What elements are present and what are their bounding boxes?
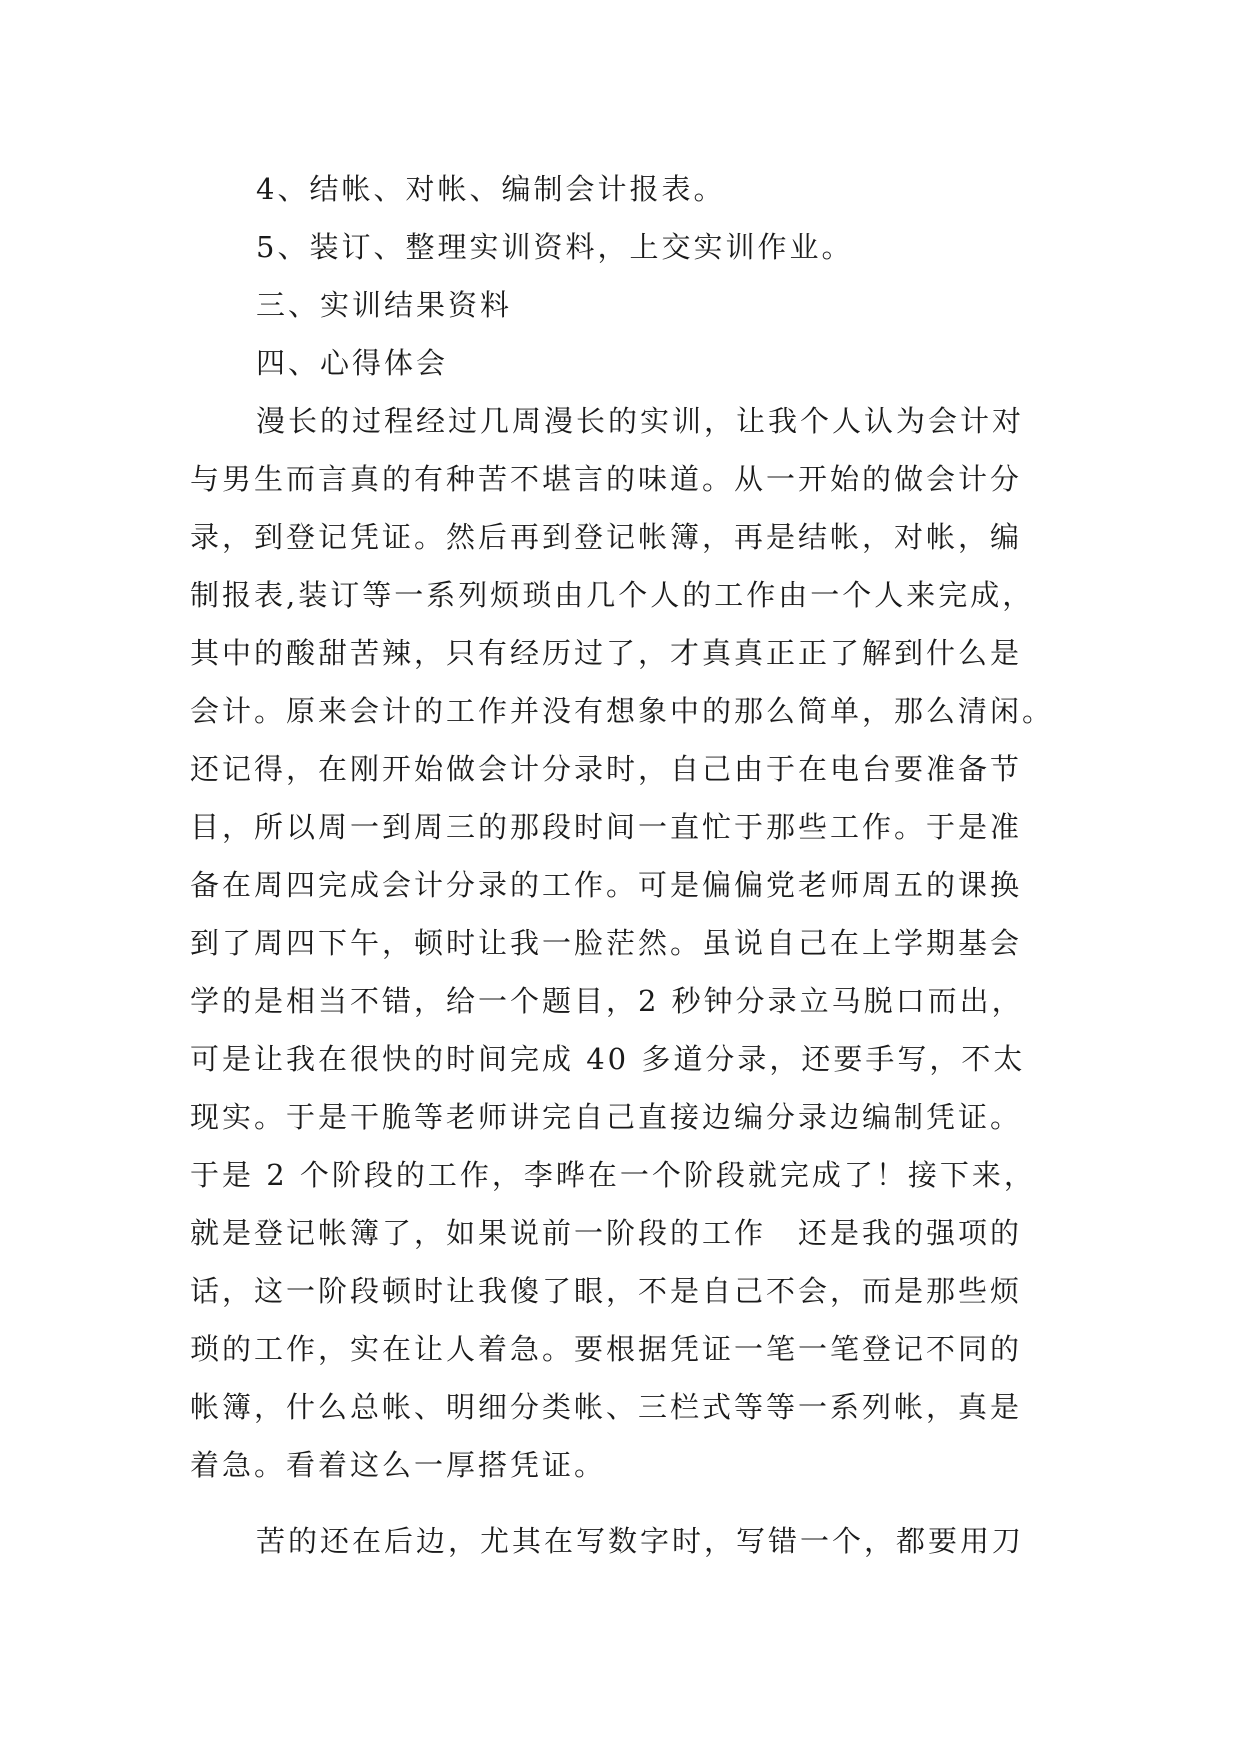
paragraph-line: 于是 2 个阶段的工作，李晔在一个阶段就完成了！接下来，	[190, 1158, 1036, 1192]
paragraph-line: 还记得，在刚开始做会计分录时，自己由于在电台要准备节	[190, 752, 1023, 786]
paragraph-line: 苦的还在后边，尤其在写数字时，写错一个，都要用刀	[256, 1524, 1025, 1558]
paragraph-line: 其中的酸甜苦辣，只有经历过了，才真真正正了解到什么是	[190, 636, 1023, 670]
paragraph-line: 学的是相当不错，给一个题目，2 秒钟分录立马脱口而出，	[190, 984, 1024, 1018]
paragraph-line: 目，所以周一到周三的那段时间一直忙于那些工作。于是准	[190, 810, 1023, 844]
paragraph-line: 琐的工作，实在让人着急。要根据凭证一笔一笔登记不同的	[190, 1332, 1023, 1366]
paragraph	[190, 392, 1055, 1494]
paragraph-line: 制报表,装订等一系列烦琐由几个人的工作由一个人来完成，	[190, 578, 1035, 612]
section-heading: 四、心得体会	[256, 346, 449, 380]
list-item: 4、结帐、对帐、编制会计报表。	[256, 172, 726, 206]
paragraph-line: 着急。看着这么一厚搭凭证。	[190, 1448, 607, 1482]
paragraph-line: 就是登记帐簿了，如果说前一阶段的工作 还是我的强项的	[190, 1216, 1023, 1250]
paragraph-line: 话，这一阶段顿时让我傻了眼，不是自己不会，而是那些烦	[190, 1274, 1023, 1308]
paragraph-spacer	[190, 1494, 1050, 1512]
document-body	[190, 160, 1055, 1570]
paragraph	[190, 1512, 1050, 1570]
paragraph-line: 与男生而言真的有种苦不堪言的味道。从一开始的做会计分	[190, 462, 1023, 496]
paragraph-line: 到了周四下午，顿时让我一脸茫然。虽说自己在上学期基会	[190, 926, 1023, 960]
paragraph-line: 可是让我在很快的时间完成 40 多道分录，还要手写，不太	[190, 1042, 1026, 1076]
paragraph-line: 会计。原来会计的工作并没有想象中的那么简单，那么清闲。	[190, 694, 1055, 728]
list-item: 5、装订、整理实训资料，上交实训作业。	[256, 230, 854, 264]
section-heading: 三、实训结果资料	[256, 288, 513, 322]
paragraph-line: 备在周四完成会计分录的工作。可是偏偏党老师周五的课换	[190, 868, 1023, 902]
paragraph-line: 漫长的过程经过几周漫长的实训，让我个人认为会计对	[256, 404, 1025, 438]
paragraph-line: 帐簿，什么总帐、明细分类帐、三栏式等等一系列帐，真是	[190, 1390, 1023, 1424]
paragraph-line: 现实。于是干脆等老师讲完自己直接边编分录边编制凭证。	[190, 1100, 1023, 1134]
paragraph-line: 录，到登记凭证。然后再到登记帐簿，再是结帐，对帐，编	[190, 520, 1023, 554]
